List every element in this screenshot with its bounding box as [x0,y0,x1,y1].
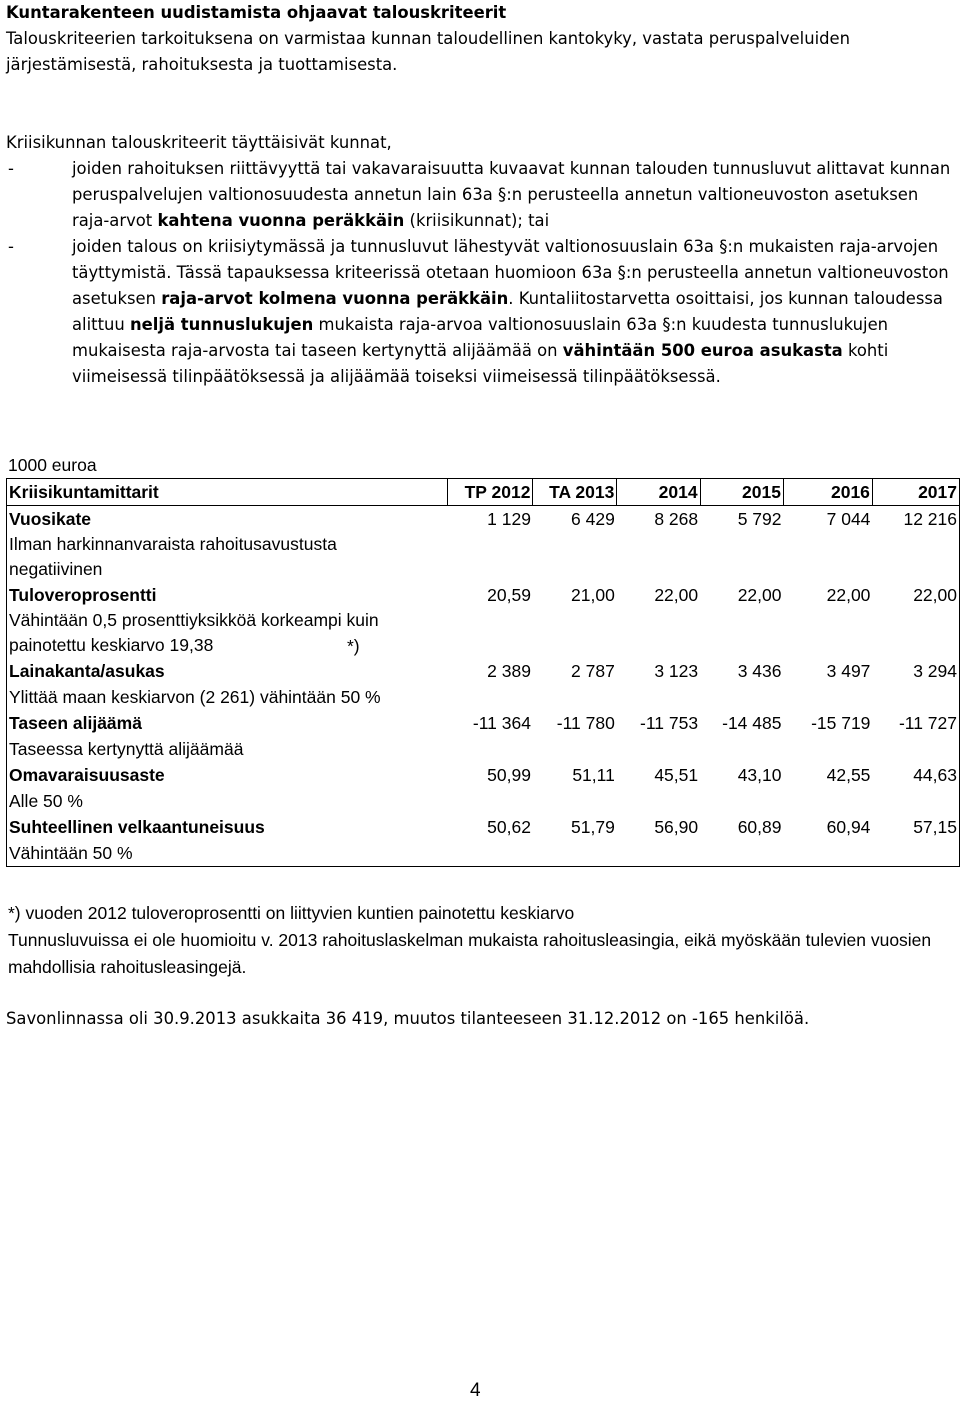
indicator-value: -15 719 [811,712,871,733]
crisis-indicator-table [6,478,960,867]
empty-cell [617,736,700,762]
indicator-value: 12 216 [903,508,957,529]
indicator-value: 43,10 [737,764,782,785]
criterion-row [7,532,960,582]
indicator-name: Taseen alijäämä [9,712,142,733]
header-cell: TA 2013 [533,479,617,506]
bullet-dash: - [8,159,14,178]
criterion-cell [7,684,448,710]
criterion-cell [7,736,448,762]
empty-cell [700,684,783,710]
indicator-value: 5 792 [737,508,782,529]
empty-cell [783,788,872,814]
header-cell: 2014 [617,479,700,506]
footnotes [8,900,938,981]
indicator-value: 22,00 [913,584,957,605]
empty-cell [617,608,700,658]
criterion-text: Vähintään 50 % [9,842,133,863]
empty-cell [700,840,783,867]
page-number: 4 [470,1380,481,1401]
empty-cell [872,736,959,762]
indicator-value: 3 294 [913,660,957,681]
criterion-text: Taseessa kertynyttä alijäämää [9,738,244,759]
empty-cell [447,608,533,658]
empty-cell [447,684,533,710]
criterion-cell [7,532,448,582]
indicator-value: 60,94 [826,816,871,837]
criterion-cell [7,788,448,814]
indicator-name: Tuloveroprosentti [9,584,157,605]
empty-cell [447,532,533,582]
indicator-value: 50,62 [487,816,531,837]
footnote-1: *) vuoden 2012 tuloveroprosentti on liittyvien kuntien painotettu keskiarvo [8,903,575,923]
empty-cell [872,788,959,814]
empty-cell [447,736,533,762]
empty-cell [617,840,700,867]
table-unit-label: 1000 euroa [8,455,97,475]
criterion-row [7,608,960,658]
empty-cell [533,532,617,582]
criterion-row [7,788,960,814]
indicator-name: Suhteellinen velkaantuneisuus [9,816,265,837]
criterion-text: Ilman harkinnanvaraista rahoitusavustusta negatiivinen [9,534,337,579]
empty-cell [533,788,617,814]
empty-cell [617,532,700,582]
indicator-value: 50,99 [487,764,531,785]
empty-cell [533,608,617,658]
criteria-bullet-1 [6,156,956,234]
indicator-value: 7 044 [826,508,871,529]
empty-cell [783,736,872,762]
indicator-value: 21,00 [571,584,615,605]
indicator-value: 22,00 [826,584,871,605]
empty-cell [447,840,533,867]
empty-cell [872,840,959,867]
table-body [7,506,960,867]
indicator-value: 51,79 [571,816,615,837]
indicator-row [7,814,960,840]
empty-cell [872,532,959,582]
indicator-value: 1 129 [487,508,531,529]
indicator-value: 60,89 [737,816,782,837]
indicator-value: 8 268 [654,508,699,529]
criterion-note: *) [347,636,360,656]
empty-cell [783,532,872,582]
header-cell: Kriisikuntamittarit [7,479,448,506]
header-cell: TP 2012 [447,479,533,506]
empty-cell [783,840,872,867]
criterion-cell [7,608,448,658]
indicator-value: -11 753 [640,712,699,733]
criteria-bullet-2 [6,234,956,390]
empty-cell [783,684,872,710]
empty-cell [447,788,533,814]
indicator-row [7,762,960,788]
header-cell: 2015 [700,479,783,506]
section-title: Kuntarakenteen uudistamista ohjaavat talouskriteerit [6,3,507,22]
bullet-1-text: joiden rahoituksen riittävyyttä tai vakavaraisuutta kuvaavat kunnan talouden tunnusluvut alittavat kunnan peruspalvelujen valtionosuudesta annetun lain 63a §:n perusteella annetun valtioneuvoston asetuksen raja-arvot kahtena vuonna peräkkäin (kriisikunnat); tai [72,159,951,230]
indicator-name: Lainakanta/asukas [9,660,165,681]
bullet-dash: - [8,237,14,256]
lead-text: Kriisikunnan talouskriteerit täyttäisivät kunnat, [6,133,392,152]
indicator-row [7,658,960,684]
indicator-value: 22,00 [654,584,699,605]
criterion-row [7,684,960,710]
indicator-row [7,506,960,533]
population-text: Savonlinnassa oli 30.9.2013 asukkaita 36 419, muutos tilanteeseen 31.12.2012 on -165 henkilöä. [6,1009,810,1028]
header-cell: 2016 [783,479,872,506]
empty-cell [700,736,783,762]
indicator-value: 2 389 [487,660,531,681]
empty-cell [617,788,700,814]
table-header-row [7,479,960,506]
empty-cell [533,840,617,867]
indicator-row [7,710,960,736]
indicator-value: 42,55 [826,764,871,785]
indicator-value: 3 123 [654,660,699,681]
criterion-row [7,840,960,867]
indicator-value: 6 429 [571,508,615,529]
indicator-value: 22,00 [737,584,782,605]
criterion-text: Vähintään 0,5 prosenttiyksikköä korkeampi kuin painotettu keskiarvo 19,38 [9,610,379,655]
indicator-value: 56,90 [654,816,699,837]
criterion-text: Ylittää maan keskiarvon (2 261) vähintään 50 % [9,686,381,707]
footnote-2: Tunnusluvuissa ei ole huomioitu v. 2013 rahoituslaskelman mukaista rahoitusleasingia, eikä myöskään tulevien vuosien mahdollisia rahoitusleasingejä. [8,930,932,977]
empty-cell [700,788,783,814]
bullet-2-text: joiden talous on kriisiytymässä ja tunnusluvut lähestyvät valtionosuuslain 63a §:n mukaisten raja-arvojen täyttymistä. Tässä tapauksessa kriteerissä otetaan huomioon 63a §:n perusteella annetun valtioneuvoston asetuksen raja-arvot kolmena vuonna peräkkäin. Kuntaliitostarvetta osoittaisi, jos kunnan taloudessa alittuu neljä tunnuslukujen mukaista raja-arvoa valtionosuuslain 63a §:n kuudesta tunnuslukujen mukaisesta raja-arvosta tai taseen kertynyttä alijäämää on vähintään 500 euroa asukasta kohti viimeisessä tilinpäätöksessä ja alijäämää toiseksi viimeisessä tilinpäätöksessä. [72,237,949,386]
empty-cell [533,684,617,710]
intro-section [6,0,956,390]
indicator-name: Omavaraisuusaste [9,764,165,785]
indicator-value: -14 485 [722,712,782,733]
header-cell: 2017 [872,479,959,506]
indicator-value: 20,59 [487,584,531,605]
indicator-row [7,582,960,608]
empty-cell [872,608,959,658]
purpose-text: Talouskriteerien tarkoituksena on varmistaa kunnan taloudellinen kantokyky, vastata peruspalveluiden järjestämisestä, rahoituksesta ja tuottamisesta. [6,29,851,74]
indicator-value: -11 364 [472,712,531,733]
empty-cell [783,608,872,658]
empty-cell [700,608,783,658]
criterion-text: Alle 50 % [9,790,83,811]
criterion-cell [7,840,448,867]
indicator-value: 3 497 [826,660,871,681]
empty-cell [617,684,700,710]
indicator-name: Vuosikate [9,508,92,529]
indicator-value: 57,15 [913,816,957,837]
indicator-value: 45,51 [654,764,699,785]
empty-cell [872,684,959,710]
indicator-value: 51,11 [572,764,615,785]
empty-cell [533,736,617,762]
criterion-row [7,736,960,762]
indicator-value: 3 436 [737,660,782,681]
empty-cell [700,532,783,582]
indicator-value: -11 780 [556,712,615,733]
indicator-value: 2 787 [571,660,615,681]
indicator-value: 44,63 [913,764,957,785]
indicator-value: -11 727 [898,712,957,733]
